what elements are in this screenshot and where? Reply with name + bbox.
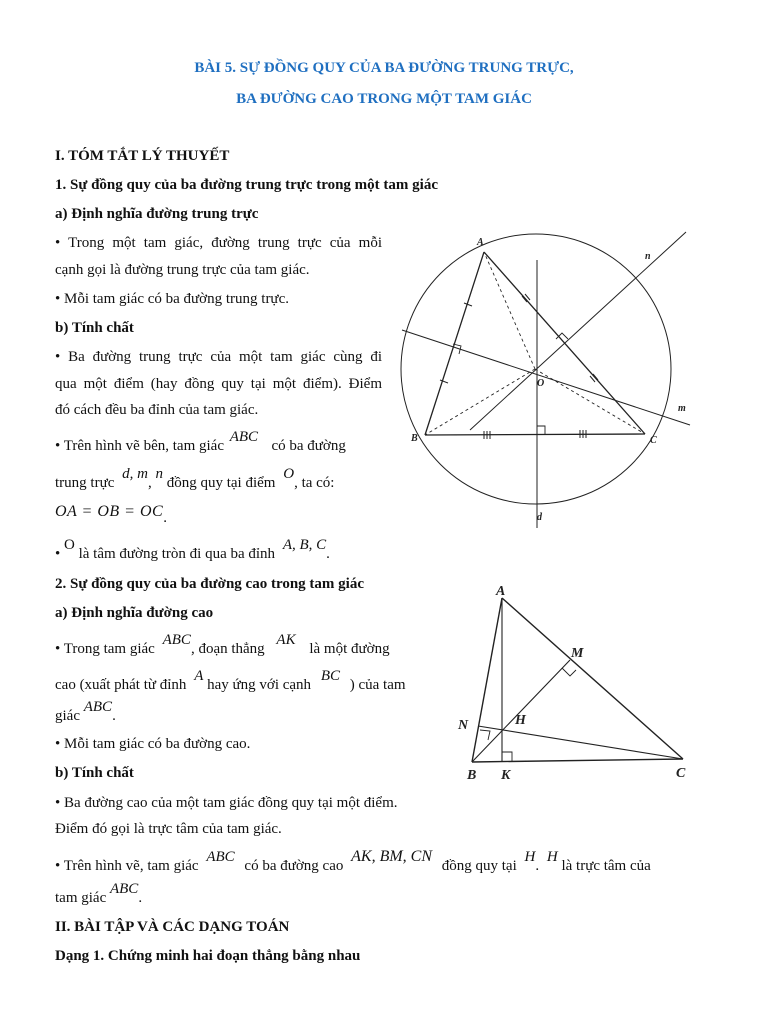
text-fragment: cao (xuất phát từ đỉnh [55, 677, 187, 693]
text-fragment: tam giác [55, 890, 107, 906]
text-comma: , [147, 475, 152, 491]
bisector-lines [402, 232, 690, 528]
paragraph-orthocenter-line1: • Ba đường cao của một tam giác đồng quy tại một điểm. [55, 795, 398, 811]
label-c: C [676, 766, 686, 781]
section-heading-theory: I. TÓM TẮT LÝ THUYẾT [55, 148, 230, 164]
altitude-bm [472, 660, 570, 762]
math-abc: ABC [83, 699, 113, 715]
math-n: n [155, 466, 163, 482]
math-abc: ABC [109, 881, 139, 897]
page-title-line-2: BA ĐƯỜNG CAO TRONG MỘT TAM GIÁC [236, 91, 532, 107]
bisector-m [402, 330, 690, 425]
label-h: H [515, 713, 526, 728]
label-b: B [467, 768, 477, 783]
label-n: N [458, 718, 469, 733]
text-fragment: có ba đường [271, 438, 346, 454]
text-dot: . [138, 890, 143, 906]
math-h: H [546, 849, 558, 865]
text-fragment: giác [55, 708, 80, 724]
paragraph-three-bisectors: • Mỗi tam giác có ba đường trung trực. [55, 291, 289, 307]
math-ak-bm-cn: AK, BM, CN [351, 848, 433, 865]
math-o: O [283, 466, 295, 482]
label-d: d [537, 512, 542, 523]
bullet: • [55, 546, 61, 562]
page-title-line-1: BÀI 5. SỰ ĐỒNG QUY CỦA BA ĐƯỜNG TRUNG TRỰC, [194, 60, 574, 76]
label-m: m [678, 403, 686, 414]
paragraph-three-altitudes: • Mỗi tam giác có ba đường cao. [55, 736, 251, 752]
right-angle-marks [453, 333, 568, 434]
subheading-altitudes: 2. Sự đồng quy của ba đường cao trong tam giác [55, 576, 364, 592]
label-c: C [650, 435, 657, 446]
equation-oa-ob-oc [55, 503, 167, 526]
paragraph-example-bisector-line2 [55, 466, 335, 492]
math-a: A [194, 668, 204, 684]
text-fragment: đồng quy tại [441, 858, 517, 874]
label-m: M [571, 646, 584, 661]
math-abc-text: ABC [229, 429, 259, 445]
paragraph-circumcenter [55, 537, 330, 563]
paragraph-altitude-def-line3 [55, 699, 116, 725]
text-fragment: • Trên hình vẽ bên, tam giác [55, 438, 224, 454]
paragraph-orthocenter-line2: Điểm đó gọi là trực tâm của tam giác. [55, 821, 282, 837]
math-abc: ABC [162, 632, 191, 648]
subheading-properties-bisector: b) Tính chất [55, 320, 134, 336]
segments-oa-ob-oc [425, 252, 645, 435]
text-fragment: là một đường [309, 641, 390, 657]
paragraph-example-altitude-line2 [55, 881, 143, 907]
math-bc: BC [320, 668, 340, 684]
paragraph-example-bisector-line1 [55, 429, 346, 455]
text-dot: . [326, 546, 330, 562]
math-h: H [524, 849, 536, 865]
equation-dot: . [163, 510, 167, 526]
paragraph-bisector-def-line1: • Trong một tam giác, đường trung trực của mỗi [55, 235, 382, 251]
math-ak: AK [276, 632, 296, 648]
math-a-b-c: A, B, C [282, 537, 327, 553]
text-fragment: trung trực [55, 475, 115, 491]
section-heading-exercises: II. BÀI TẬP VÀ CÁC DẠNG TOÁN [55, 919, 290, 935]
paragraph-altitude-def-line1 [55, 632, 390, 658]
subheading-definition-altitude: a) Định nghĩa đường cao [55, 605, 214, 621]
math-abc [229, 429, 260, 455]
text-fragment: là tâm đường tròn đi qua ba đỉnh [78, 546, 276, 562]
subheading-perpendicular-bisectors: 1. Sự đồng quy của ba đường trung trực trong một tam giác [55, 177, 438, 193]
label-a: A [477, 237, 484, 248]
label-o: O [537, 378, 545, 389]
text-fragment: • Trên hình vẽ, tam giác [55, 858, 199, 874]
text-fragment: ) của tam [349, 677, 406, 693]
text-fragment: là trực tâm của [561, 858, 651, 874]
text-fragment: có ba đường cao [244, 858, 344, 874]
text-fragment: đồng quy tại điểm [166, 475, 276, 491]
label-n: n [645, 251, 651, 262]
right-angle-marks [480, 668, 576, 762]
subheading-definition-bisector: a) Định nghĩa đường trung trực [55, 206, 259, 222]
text-dot: . [112, 708, 116, 724]
paragraph-concurrency-line3: đó cách đều ba đỉnh của tam giác. [55, 402, 259, 418]
subheading-type-1: Dạng 1. Chứng minh hai đoạn thẳng bằng nhau [55, 948, 361, 964]
paragraph-example-altitude-line1 [55, 848, 651, 875]
triangle-abc [425, 252, 645, 435]
text-fragment: , ta có: [294, 475, 335, 491]
paragraph-altitude-def-line2 [55, 668, 406, 694]
text-dot: . [535, 858, 540, 874]
paragraph-concurrency-line2: qua một điểm (hay đồng quy tại một điểm). Điểm [55, 376, 382, 392]
paragraph-bisector-def-line2: cạnh gọi là đường trung trực của tam giác. [55, 262, 310, 278]
paragraph-concurrency-line1: • Ba đường trung trực của một tam giác cùng đi [55, 349, 382, 365]
label-b: B [411, 433, 418, 444]
figure-altitudes [455, 580, 705, 785]
label-a: A [496, 584, 506, 599]
figure-perpendicular-bisectors [398, 225, 698, 535]
math-d-m: d, m [122, 466, 148, 482]
equation-text: OA = OB = OC [55, 503, 164, 520]
text-fragment: hay ứng với cạnh [207, 677, 312, 693]
bisector-n [470, 232, 686, 430]
label-k: K [501, 768, 511, 783]
math-o: O [64, 537, 75, 553]
triangle-abc [472, 598, 683, 762]
text-fragment: , đoạn thẳng [190, 641, 265, 657]
altitudes [472, 598, 683, 762]
subheading-properties-altitude: b) Tính chất [55, 765, 134, 781]
math-abc: ABC [206, 849, 235, 865]
text-fragment: • Trong tam giác [55, 641, 155, 657]
